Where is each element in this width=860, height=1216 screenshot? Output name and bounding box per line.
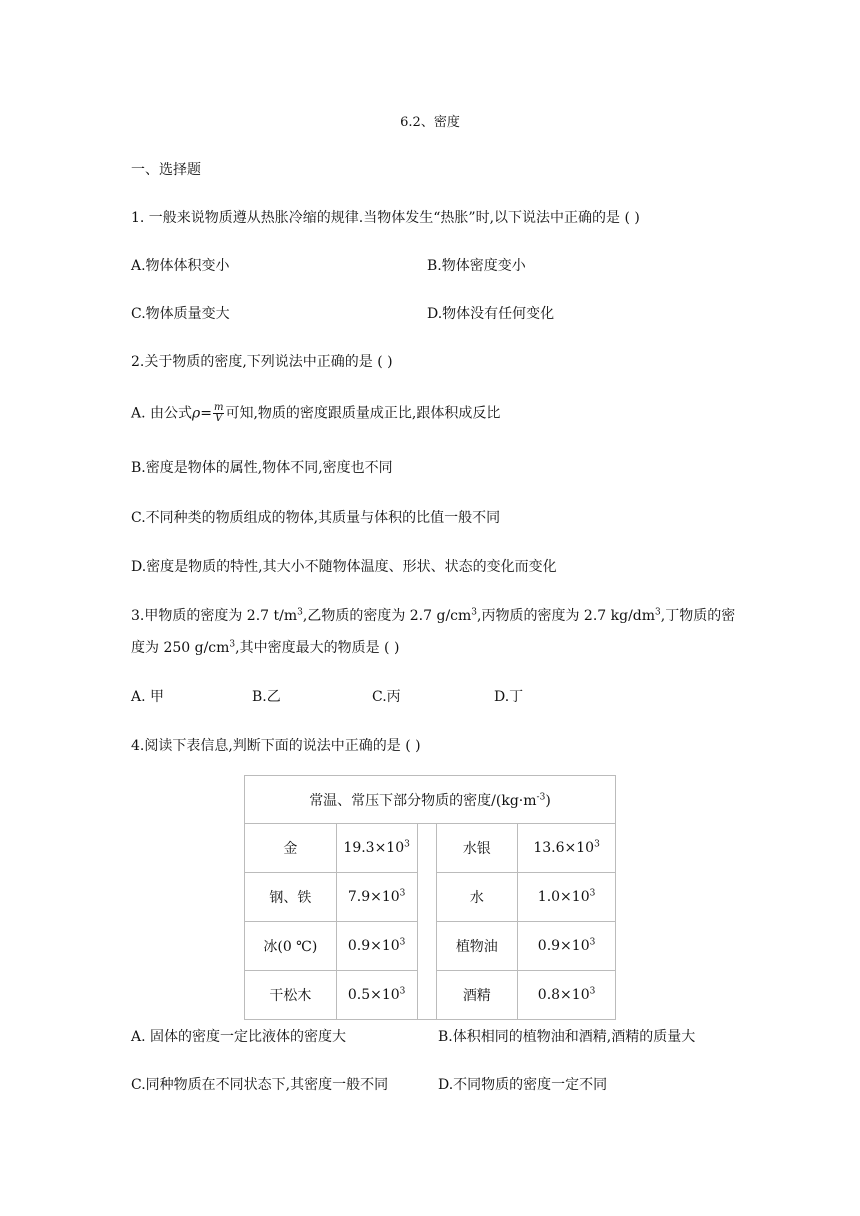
q2-option-c: C.不同种类的物质组成的物体,其质量与体积的比值一般不同 (131, 510, 501, 526)
substance-name: 水银 (436, 824, 518, 873)
density-exponent: 3 (399, 937, 406, 948)
density-value (336, 922, 417, 971)
density-value (336, 971, 417, 1020)
q1-option-d: D.物体没有任何变化 (427, 306, 555, 322)
table-spacer-column (417, 824, 436, 1020)
table-title-end: ) (545, 792, 551, 809)
fraction-denominator: V (215, 413, 223, 424)
density-formula-fraction (213, 403, 224, 424)
question-3-line-1 (131, 606, 735, 626)
q3-option-a: A. 甲 (131, 689, 165, 705)
q3-option-d: D.丁 (494, 689, 524, 705)
q1-option-b: B.物体密度变小 (427, 258, 526, 274)
density-exponent: 3 (589, 888, 596, 899)
q1-option-a: A.物体体积变小 (131, 258, 230, 274)
q4-option-a: A. 固体的密度一定比液体的密度大 (131, 1029, 347, 1045)
q3-text-e: 度为 250 g/cm (131, 640, 230, 656)
q3-text-f: ,其中密度最大的物质是 ( ) (235, 640, 400, 656)
substance-name: 酒精 (436, 971, 518, 1020)
density-value (518, 922, 616, 971)
q2-option-d: D.密度是物质的特性,其大小不随物体温度、形状、状态的变化而变化 (131, 559, 557, 575)
q4-option-b: B.体积相同的植物油和酒精,酒精的质量大 (438, 1029, 696, 1045)
density-exponent: 3 (589, 986, 596, 997)
superscript-3: 3 (297, 607, 303, 618)
superscript-3: 3 (471, 607, 478, 618)
q3-option-b: B.乙 (252, 689, 281, 705)
density-mantissa: 0.9×10 (537, 938, 590, 954)
q3-text-a: 3.甲物质的密度为 2.7 t/m (131, 608, 298, 624)
density-value (336, 873, 417, 922)
density-exponent: 3 (589, 937, 596, 948)
question-3-line-2 (131, 638, 399, 658)
question-1-stem: 1. 一般来说物质遵从热胀冷缩的规律.当物体发生“热胀”时,以下说法中正确的是 ( ) (131, 210, 640, 226)
equals-sign: = (200, 405, 212, 422)
q4-option-c: C.同种物质在不同状态下,其密度一般不同 (131, 1077, 389, 1093)
table-row (245, 824, 616, 873)
page-title: 6.2、密度 (400, 115, 460, 130)
q2-option-a-suffix: 可知,物质的密度跟质量成正比,跟体积成反比 (225, 405, 501, 422)
density-exponent: 3 (399, 986, 406, 997)
density-mantissa: 1.0×10 (537, 889, 590, 905)
density-value (518, 824, 616, 873)
density-exponent: 3 (594, 839, 600, 850)
q3-text-b: ,乙物质的密度为 2.7 g/cm (302, 608, 472, 624)
density-mantissa: 19.3×10 (343, 840, 405, 856)
fraction-numerator: m (213, 402, 224, 413)
table-title-text: 常温、常压下部分物质的密度/(kg·m (309, 792, 537, 809)
question-4-stem: 4.阅读下表信息,判断下面的说法中正确的是 ( ) (131, 738, 421, 754)
table-title-superscript: -3 (536, 791, 546, 802)
superscript-3: 3 (229, 639, 236, 650)
substance-name: 金 (245, 824, 337, 873)
density-mantissa: 0.5×10 (347, 987, 400, 1003)
density-mantissa: 7.9×10 (347, 889, 400, 905)
q2-option-a-prefix: A. 由公式 (131, 405, 193, 422)
density-exponent: 3 (399, 888, 406, 899)
density-value (336, 824, 417, 873)
density-mantissa: 0.8×10 (537, 987, 590, 1003)
q4-option-d: D.不同物质的密度一定不同 (438, 1077, 608, 1093)
density-value (518, 971, 616, 1020)
q2-option-b: B.密度是物体的属性,物体不同,密度也不同 (131, 460, 393, 476)
q3-text-d: ,丁物质的密 (660, 608, 736, 624)
substance-name: 植物油 (436, 922, 518, 971)
density-table (244, 775, 616, 1020)
density-mantissa: 0.9×10 (347, 938, 400, 954)
q3-text-c: ,丙物质的密度为 2.7 kg/dm (477, 608, 656, 624)
substance-name: 水 (436, 873, 518, 922)
section-heading: 一、选择题 (131, 162, 201, 178)
density-mantissa: 13.6×10 (533, 840, 595, 856)
table-title (245, 776, 616, 824)
substance-name: 干松木 (245, 971, 337, 1020)
rho-symbol: ρ (192, 405, 201, 422)
superscript-3: 3 (655, 607, 661, 618)
substance-name: 钢、铁 (245, 873, 337, 922)
substance-name: 冰(0 ℃) (245, 922, 337, 971)
q3-option-c: C.丙 (372, 689, 401, 705)
q2-option-a (131, 403, 500, 424)
density-exponent: 3 (404, 839, 410, 850)
density-value (518, 873, 616, 922)
q1-option-c: C.物体质量变大 (131, 306, 230, 322)
question-2-stem: 2.关于物质的密度,下列说法中正确的是 ( ) (131, 354, 393, 370)
